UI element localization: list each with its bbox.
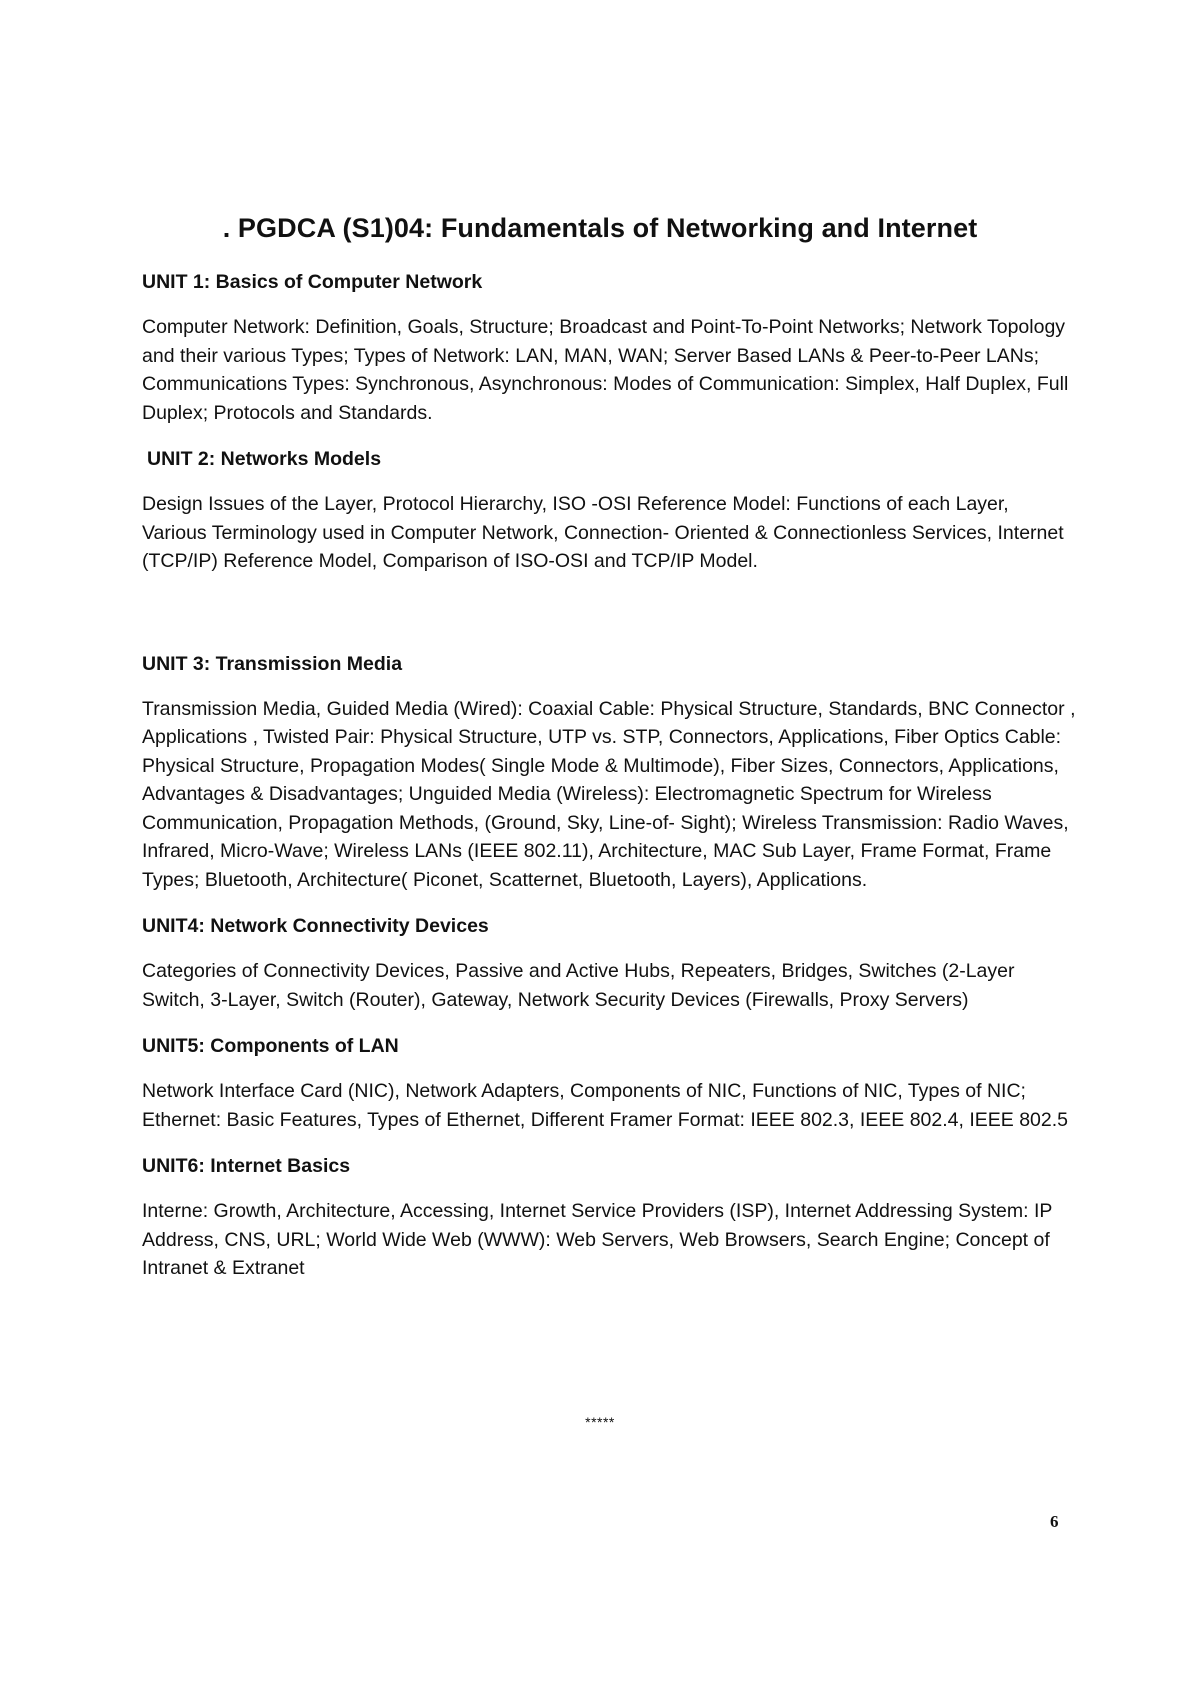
unit-5-heading: UNIT5: Components of LAN	[142, 1035, 399, 1057]
page-number: 6	[1050, 1512, 1059, 1531]
unit-2-section	[142, 447, 1077, 576]
end-separator: *****	[585, 1414, 615, 1430]
syllabus-content	[142, 270, 1077, 1283]
unit-4-section	[142, 914, 1077, 1014]
unit-6-body: Interne: Growth, Architecture, Accessing, Internet Service Providers (ISP), Internet Addressing System: IP Address, CNS, URL; World Wide Web (WWW): Web Servers, Web Browsers, Search Engine; Concept of Intranet & Extranet	[142, 1200, 1053, 1279]
unit-6-heading: UNIT6: Internet Basics	[142, 1155, 351, 1177]
unit-3-section	[142, 652, 1077, 895]
unit-5-section	[142, 1034, 1077, 1134]
unit-4-heading: UNIT4: Network Connectivity Devices	[142, 915, 489, 937]
unit-1-heading: UNIT 1: Basics of Computer Network	[142, 271, 483, 293]
unit-1-section	[142, 270, 1077, 427]
unit-1-body: Computer Network: Definition, Goals, Structure; Broadcast and Point-To-Point Networks; Network Topology and their various Types; Types of Network: LAN, MAN, WAN; Server Based LANs & Peer-to-Peer LANs; Communications Types: Synchronous, Asynchronous: Modes of Communication: Simplex, Half Duplex, Full Duplex; Protocols and Standards.	[142, 316, 1069, 424]
unit-3-body: Transmission Media, Guided Media (Wired): Coaxial Cable: Physical Structure, Standards, BNC Connector , Applications , Twisted Pair: Physical Structure, UTP vs. STP, Connectors, Applications, Fiber Optics Cable: Physical Structure, Propagation Modes( Single Mode & Multimode), Fiber Sizes, Connectors, Applications, Advantages & Disadvantages; Unguided Media (Wireless): Electromagnetic Spectrum for Wireless Communication, Propagation Methods, (Ground, Sky, Line-of- Sight); Wireless Transmission: Radio Waves, Infrared, Micro-Wave; Wireless LANs (IEEE 802.11), Architecture, MAC Sub Layer, Frame Format, Frame Types; Bluetooth, Architecture( Piconet, Scatternet, Bluetooth, Layers), Applications.	[142, 697, 1076, 891]
unit-5-body: Network Interface Card (NIC), Network Adapters, Components of NIC, Functions of NIC, Types of NIC; Ethernet: Basic Features, Types of Ethernet, Different Framer Format: IEEE 802.3, IEEE 802.4, IEEE 802.5	[142, 1080, 1068, 1131]
unit-3-heading: UNIT 3: Transmission Media	[142, 652, 403, 675]
unit-6-section	[142, 1154, 1077, 1283]
page-title: . PGDCA (S1)04: Fundamentals of Networking and Internet	[222, 213, 978, 243]
unit-2-heading: UNIT 2: Networks Models	[147, 448, 382, 470]
unit-2-body: Design Issues of the Layer, Protocol Hierarchy, ISO -OSI Reference Model: Functions of each Layer, Various Terminology used in Computer Network, Connection- Oriented & Connectionless Services, Internet (TCP/IP) Reference Model, Comparison of ISO-OSI and TCP/IP Model.	[142, 493, 1064, 572]
unit-4-body: Categories of Connectivity Devices, Passive and Active Hubs, Repeaters, Bridges, Switches (2-Layer Switch, 3-Layer, Switch (Router), Gateway, Network Security Devices (Firewalls, Proxy Servers)	[142, 960, 1015, 1011]
